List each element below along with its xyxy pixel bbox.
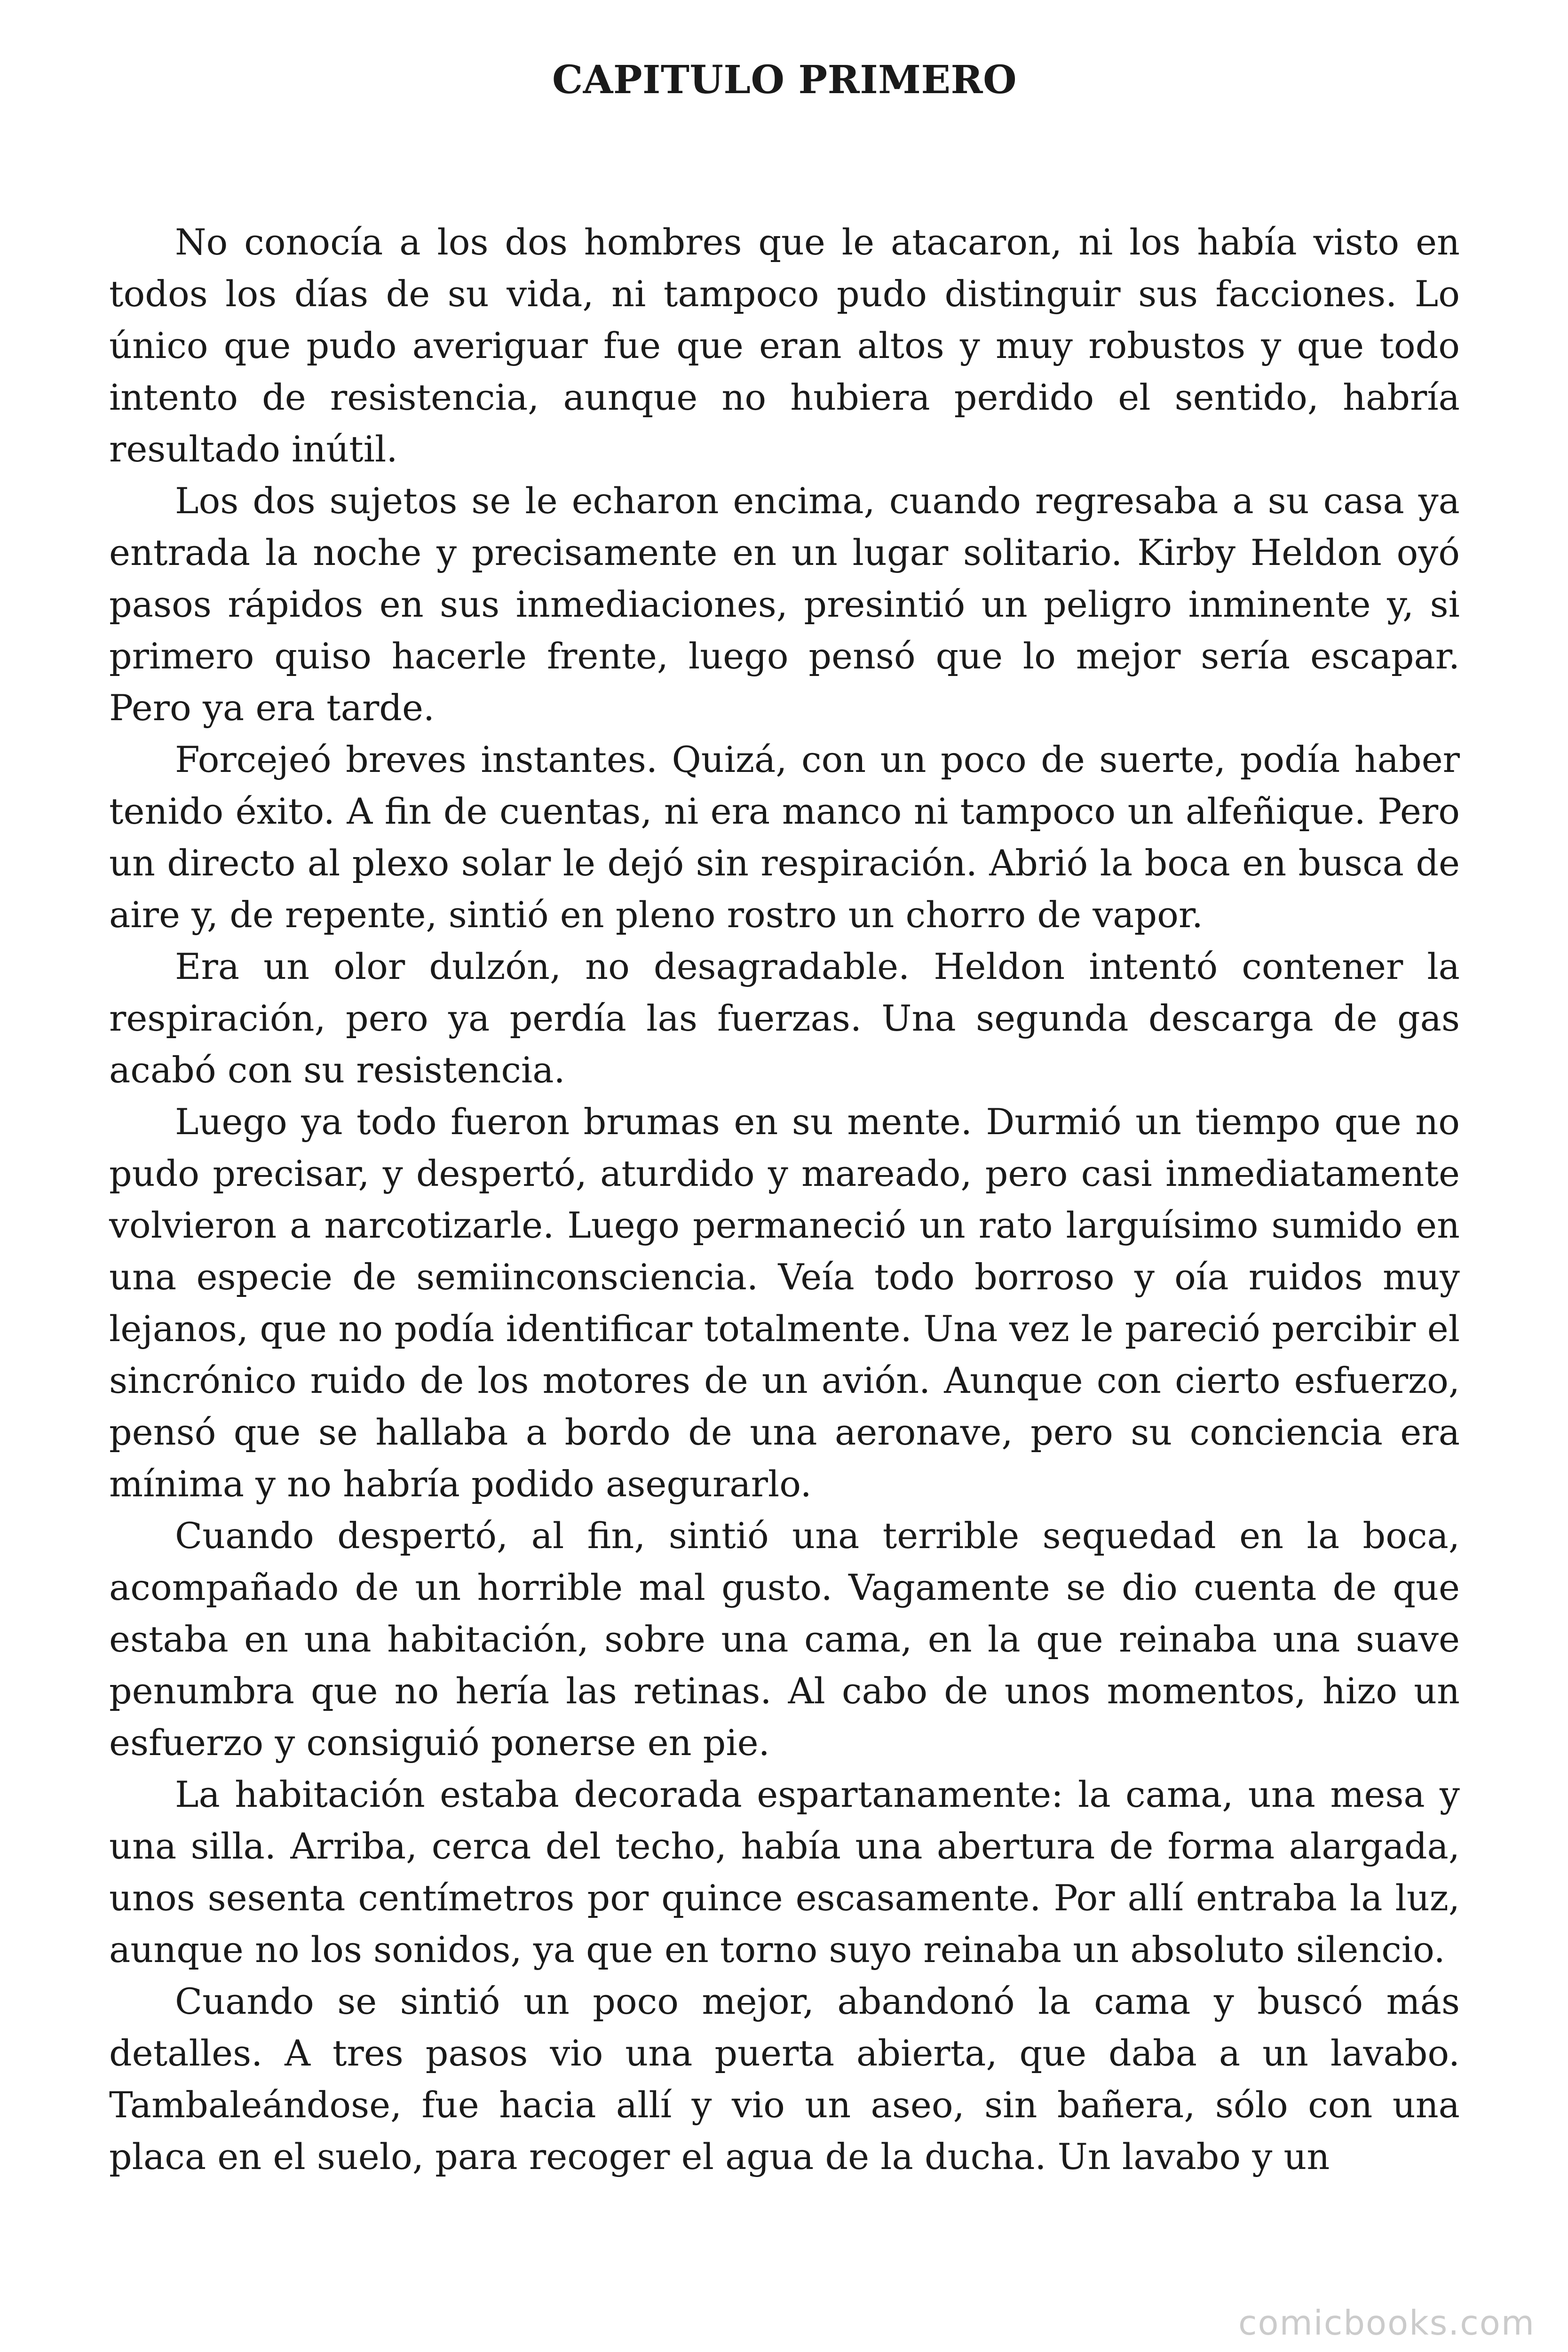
paragraph: La habitación estaba decorada espartanamente: la cama, una mesa y una silla. Arriba, cerca del techo, había una abertura de forma alargada, unos sesenta centímetros por quince escasamente. Por allí entraba la luz, aunque no los sonidos, ya que en torno suyo reinaba un absoluto silencio.	[109, 1773, 1460, 1971]
paragraph: Cuando se sintió un poco mejor, abandonó la cama y buscó más detalles. A tres pasos vio una puerta abierta, que daba a un lavabo. Tambaleándose, fue hacia allí y vio un aseo, sin bañera, sólo con una placa en el suelo, para recoger el agua de la ducha. Un lavabo y un	[109, 1980, 1460, 2177]
paragraph: Era un olor dulzón, no desagradable. Heldon intentó contener la respiración, pero ya perdía las fuerzas. Una segunda descarga de gas acabó con su resistencia.	[109, 946, 1460, 1091]
paragraph: Cuando despertó, al fin, sintió una terrible sequedad en la boca, acompañado de un horrible mal gusto. Vagamente se dio cuenta de que estaba en una habitación, sobre una cama, en la que reinaba una suave penumbra que no hería las retinas. Al cabo de unos momentos, hizo un esfuerzo y consiguió ponerse en pie.	[109, 1515, 1460, 1764]
paragraph: Forcejeó breves instantes. Quizá, con un poco de suerte, podía haber tenido éxito. A fin de cuentas, ni era manco ni tampoco un alfeñique. Pero un directo al plexo solar le dejó sin respiración. Abrió la boca en busca de aire y, de repente, sintió en pleno rostro un chorro de vapor.	[109, 739, 1460, 936]
paragraph: Los dos sujetos se le echaron encima, cuando regresaba a su casa ya entrada la noche y precisamente en un lugar solitario. Kirby Heldon oyó pasos rápidos en sus inmediaciones, presintió un peligro inminente y, si primero quiso hacerle frente, luego pensó que lo mejor sería escapar. Pero ya era tarde.	[109, 480, 1460, 729]
watermark-text: comicbooks.com	[1238, 2303, 1535, 2343]
paragraph: No conocía a los dos hombres que le atacaron, ni los había visto en todos los días de su vida, ni tampoco pudo distinguir sus facciones. Lo único que pudo averiguar fue que eran altos y muy robustos y que todo intento de resistencia, aunque no hubiera perdido el sentido, habría resultado inútil.	[109, 221, 1460, 470]
paragraph: Luego ya todo fueron brumas en su mente. Durmió un tiempo que no pudo precisar, y despertó, aturdido y mareado, pero casi inmediatamente volvieron a narcotizarle. Luego permaneció un rato larguísimo sumido en una especie de semiinconsciencia. Veía todo borroso y oía ruidos muy lejanos, que no podía identificar totalmente. Una vez le pareció percibir el sincrónico ruido de los motores de un avión. Aunque con cierto esfuerzo, pensó que se hallaba a bordo de una aeronave, pero su conciencia era mínima y no habría podido asegurarlo.	[109, 1101, 1460, 1505]
chapter-body	[109, 216, 1460, 2183]
chapter-title: CAPITULO PRIMERO	[552, 57, 1017, 103]
